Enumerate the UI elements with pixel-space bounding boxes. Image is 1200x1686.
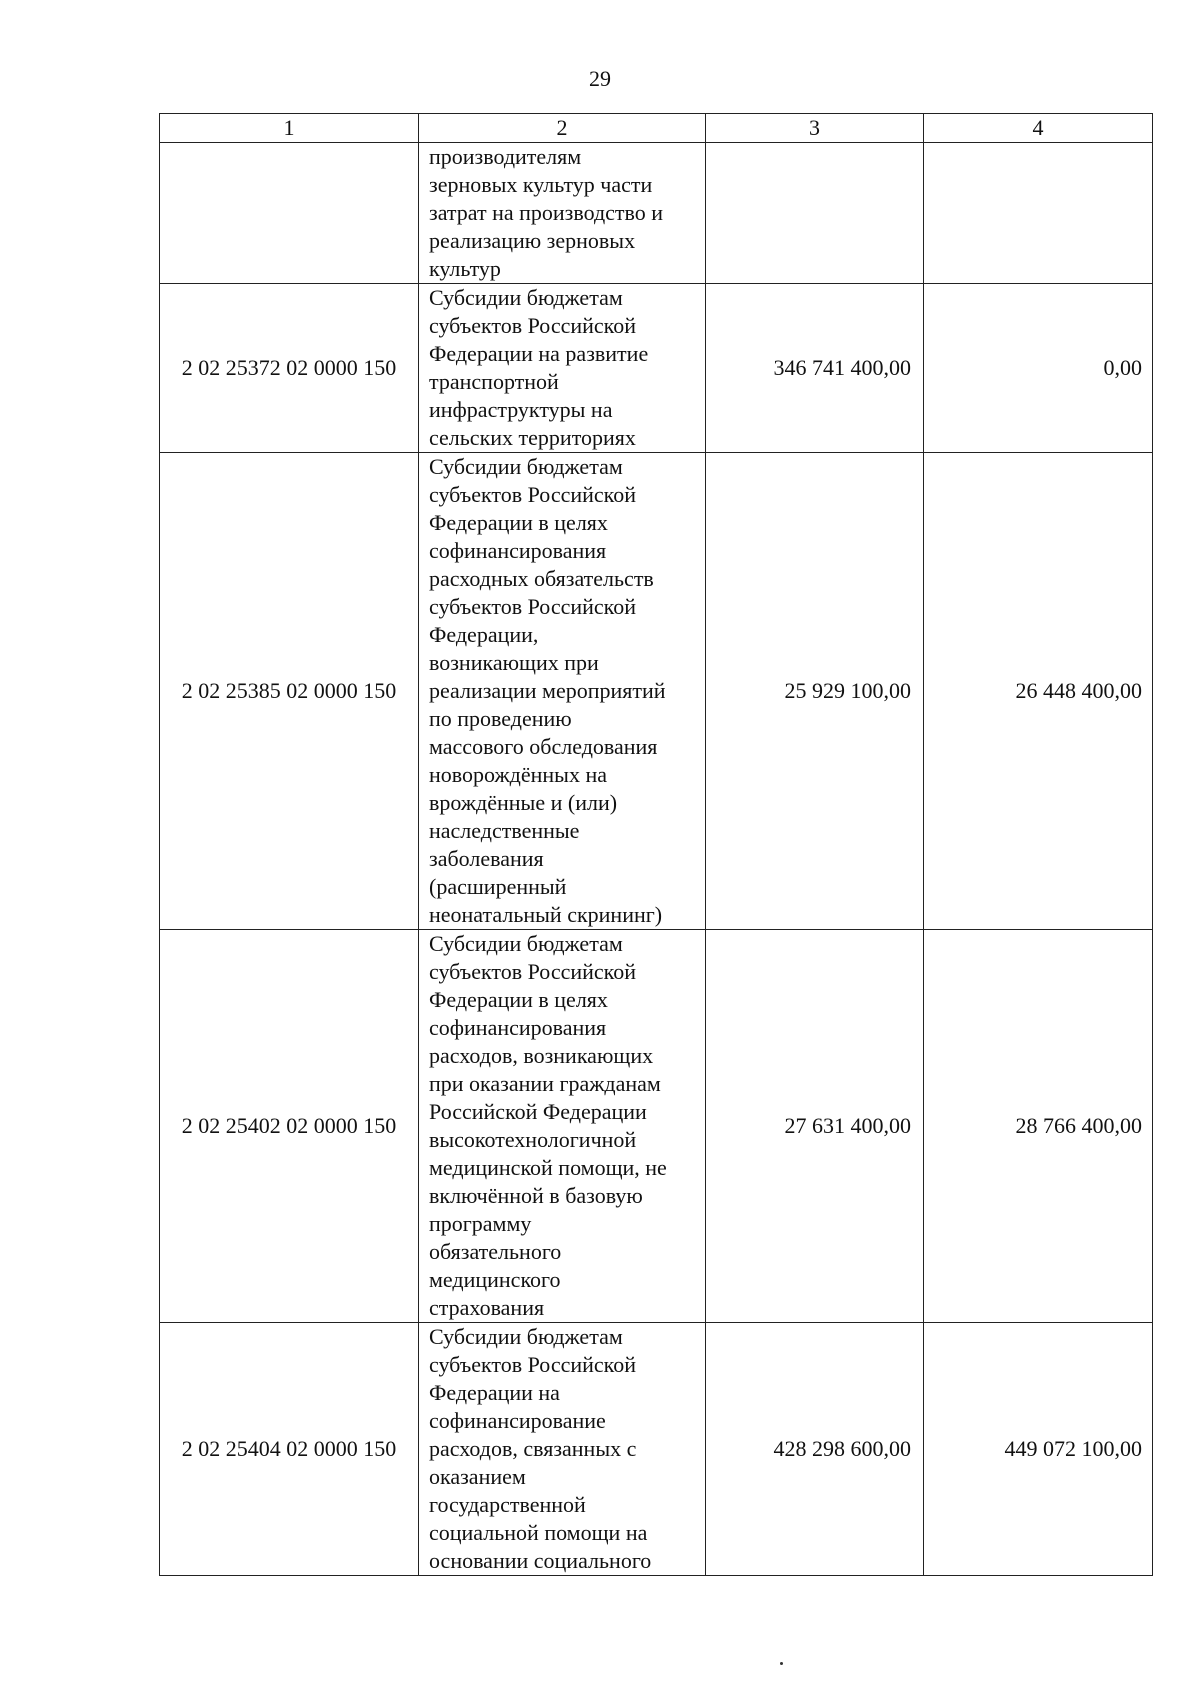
budget-revenue-table bbox=[159, 113, 1153, 1576]
amount-col3-cell: 27 631 400,00 bbox=[706, 930, 924, 1323]
description-cell: Субсидии бюджетам субъектов Российской Федерации в целях софинансирования расходов, возникающих при оказании гражданам Российской Федерации высокотехнологичной медицинской помощи, не включённой в базовую программу обязательного медицинского страхования bbox=[419, 930, 706, 1323]
table-row bbox=[160, 930, 1153, 1323]
column-header-3: 3 bbox=[706, 114, 924, 143]
table-row bbox=[160, 284, 1153, 453]
description-cell: Субсидии бюджетам субъектов Российской Федерации на развитие транспортной инфраструктуры на сельских территориях bbox=[419, 284, 706, 453]
budget-code-cell: 2 02 25404 02 0000 150 bbox=[160, 1323, 419, 1576]
budget-code-cell: 2 02 25402 02 0000 150 bbox=[160, 930, 419, 1323]
description-cell: производителям зерновых культур части затрат на производство и реализацию зерновых культур bbox=[419, 143, 706, 284]
column-header-2: 2 bbox=[419, 114, 706, 143]
description-cell: Субсидии бюджетам субъектов Российской Федерации в целях софинансирования расходных обязательств субъектов Российской Федерации, возникающих при реализации мероприятий по проведению массового обследования новорождённых на врождённые и (или) наследственные заболевания (расширенный неонатальный скрининг) bbox=[419, 453, 706, 930]
budget-code-cell bbox=[160, 143, 419, 284]
scan-dot-mark bbox=[780, 1662, 783, 1665]
amount-col3-cell: 346 741 400,00 bbox=[706, 284, 924, 453]
amount-col3-cell: 25 929 100,00 bbox=[706, 453, 924, 930]
table-row bbox=[160, 453, 1153, 930]
table-row bbox=[160, 143, 1153, 284]
amount-col4-cell: 26 448 400,00 bbox=[924, 453, 1153, 930]
column-number-row bbox=[160, 114, 1153, 143]
page-number: 29 bbox=[589, 66, 611, 91]
amount-col3-cell bbox=[706, 143, 924, 284]
table-body bbox=[160, 143, 1153, 1576]
amount-col4-cell: 0,00 bbox=[924, 284, 1153, 453]
amount-col4-cell: 449 072 100,00 bbox=[924, 1323, 1153, 1576]
column-header-1: 1 bbox=[160, 114, 419, 143]
budget-code-cell: 2 02 25372 02 0000 150 bbox=[160, 284, 419, 453]
column-header-4: 4 bbox=[924, 114, 1153, 143]
budget-code-cell: 2 02 25385 02 0000 150 bbox=[160, 453, 419, 930]
amount-col3-cell: 428 298 600,00 bbox=[706, 1323, 924, 1576]
amount-col4-cell bbox=[924, 143, 1153, 284]
description-cell: Субсидии бюджетам субъектов Российской Федерации на софинансирование расходов, связанных с оказанием государственной социальной помощи на основании социального bbox=[419, 1323, 706, 1576]
table-header bbox=[160, 114, 1153, 143]
table-row bbox=[160, 1323, 1153, 1576]
amount-col4-cell: 28 766 400,00 bbox=[924, 930, 1153, 1323]
